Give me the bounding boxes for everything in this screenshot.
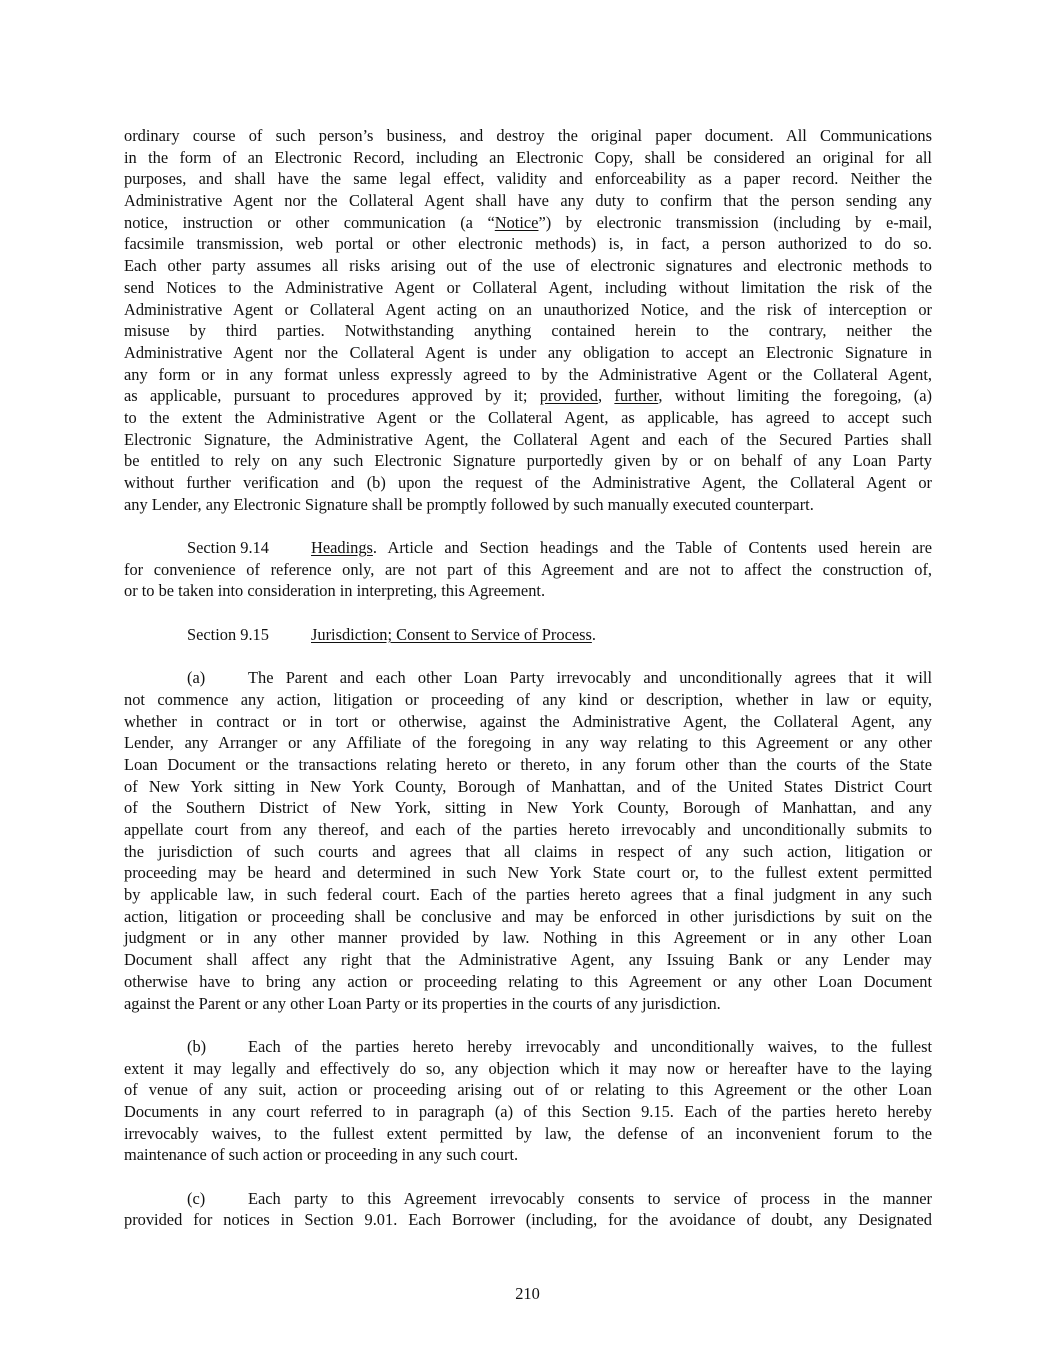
text-line bbox=[124, 1144, 932, 1166]
text-segment: or to be taken into consideration in interpreting, this Agreement. bbox=[124, 581, 546, 601]
text-line bbox=[124, 1036, 932, 1058]
text-segment: Administrative Agent nor the Collateral Agent shall have any duty to confirm that the person sending any bbox=[124, 191, 932, 211]
text-segment: Lender, any Arranger or any Affiliate of the foregoing in any way relating to this Agreement or any other bbox=[124, 733, 932, 753]
text-segment: not commence any action, litigation or proceeding of any kind or description, whether in law or equity, bbox=[124, 689, 932, 709]
text-segment: Each party to this Agreement irrevocably consents to service of process in the manner bbox=[248, 1188, 932, 1208]
text-line bbox=[124, 1188, 932, 1210]
text-line bbox=[124, 776, 932, 798]
text-line bbox=[124, 993, 932, 1015]
text-line bbox=[124, 212, 932, 234]
text-line bbox=[124, 429, 932, 451]
text-line bbox=[124, 190, 932, 212]
text-segment: for convenience of reference only, are not part of this Agreement and are not to affect the construction of, bbox=[124, 559, 932, 579]
text-segment: of venue of any suit, action or proceeding arising out of or relating to this Agreement or the other Loan bbox=[124, 1080, 932, 1100]
text-line bbox=[124, 233, 932, 255]
text-line bbox=[124, 689, 932, 711]
text-segment: be entitled to rely on any such Electronic Signature purportedly given by or on behalf of any Loan Party bbox=[124, 451, 932, 471]
text-line bbox=[124, 277, 932, 299]
text-line bbox=[124, 711, 932, 733]
text-line bbox=[124, 494, 932, 516]
text-line bbox=[124, 1123, 932, 1145]
text-segment: ”) by electronic transmission (including by e-mail, bbox=[538, 212, 932, 232]
text-segment: as applicable, pursuant to procedures approved by it; bbox=[124, 386, 540, 406]
text-segment: against the Parent or any other Loan Party or its properties in the courts of any jurisdiction. bbox=[124, 993, 721, 1013]
text-line bbox=[124, 559, 932, 581]
underlined-term: Jurisdiction; Consent to Service of Process bbox=[311, 624, 592, 644]
text-line bbox=[124, 862, 932, 884]
text-line bbox=[124, 949, 932, 971]
text-segment: notice, instruction or other communication (a “ bbox=[124, 212, 495, 232]
text-segment: maintenance of such action or proceeding in any such court. bbox=[124, 1145, 519, 1165]
text-segment: ordinary course of such person’s business, and destroy the original paper document. All Communications bbox=[124, 126, 932, 145]
underlined-term: Headings bbox=[311, 538, 373, 558]
section-number: Section 9.14 bbox=[187, 538, 269, 558]
text-segment: without further verification and (b) upon the request of the Administrative Agent, the Collateral Agent or bbox=[124, 473, 932, 492]
text-segment: provided for notices in Section 9.01. Each Borrower (including, for the avoidance of doubt, any Designated bbox=[124, 1210, 932, 1230]
text-segment: in the form of an Electronic Record, including an Electronic Copy, shall be considered an original for all bbox=[124, 147, 932, 167]
text-line bbox=[124, 797, 932, 819]
paragraph bbox=[124, 667, 932, 1014]
text-segment: Each of the parties hereto hereby irrevocably and unconditionally waives, to the fullest bbox=[248, 1036, 932, 1056]
text-segment: misuse by third parties. Notwithstanding anything contained herein to the contrary, neither the bbox=[124, 321, 932, 341]
text-segment: Loan Document or the transactions relating hereto or thereto, in any forum other than the courts of the State bbox=[124, 754, 932, 774]
text-segment: any form or in any format unless expressly agreed to by the Administrative Agent or the Collateral Agent, bbox=[124, 364, 932, 384]
text-segment: appellate court from any thereof, and each of the parties hereto irrevocably and unconditionally submits to bbox=[124, 820, 932, 839]
text-segment: . bbox=[591, 624, 596, 644]
text-segment: , without limiting the foregoing, (a) bbox=[658, 386, 932, 406]
clause-label: (a) bbox=[187, 668, 206, 688]
text-line bbox=[124, 732, 932, 754]
paragraph bbox=[124, 1036, 932, 1166]
text-segment: whether in contract or in tort or otherwise, against the Administrative Agent, the Collateral Agent, any bbox=[124, 711, 932, 731]
text-line bbox=[124, 342, 932, 364]
text-segment: of New York sitting in New York County, Borough of Manhattan, and of the United States District Court bbox=[124, 776, 932, 796]
text-line bbox=[124, 385, 932, 407]
text-segment: Documents in any court referred to in paragraph (a) of this Section 9.15. Each of the parties hereto hereby bbox=[124, 1101, 932, 1121]
text-line bbox=[124, 255, 932, 277]
text-line bbox=[124, 884, 932, 906]
text-segment: . Article and Section headings and the Table of Contents used herein are bbox=[372, 538, 932, 558]
paragraph bbox=[124, 125, 932, 515]
paragraph bbox=[124, 624, 932, 646]
text-segment: Administrative Agent or Collateral Agent acting on an unauthorized Notice, and the risk of interception or bbox=[124, 299, 932, 319]
text-line bbox=[124, 537, 932, 559]
text-line bbox=[124, 472, 932, 494]
text-line bbox=[124, 1058, 932, 1080]
text-segment: to the extent the Administrative Agent or the Collateral Agent, as applicable, has agreed to accept such bbox=[124, 407, 932, 427]
document-body bbox=[124, 125, 932, 1253]
text-line bbox=[124, 147, 932, 169]
text-segment: action, litigation or proceeding shall be conclusive and may be enforced in other jurisdictions by suit on the bbox=[124, 906, 932, 926]
text-line bbox=[124, 1209, 932, 1231]
text-segment: the jurisdiction of such courts and agrees that all claims in respect of any such action, litigation or bbox=[124, 841, 932, 861]
text-segment: proceeding may be heard and determined in such New York State court or, to the fullest extent permitted bbox=[124, 863, 932, 883]
text-segment: Electronic Signature, the Administrative Agent, the Collateral Agent and each of the Secured Parties shall bbox=[124, 429, 932, 449]
text-line bbox=[124, 125, 932, 147]
text-line bbox=[124, 450, 932, 472]
paragraph bbox=[124, 1188, 932, 1231]
text-segment: Document shall affect any right that the Administrative Agent, any Issuing Bank or any Lender may bbox=[124, 950, 932, 970]
text-line bbox=[124, 320, 932, 342]
text-segment: of the Southern District of New York, sitting in New York County, Borough of Manhattan, and any bbox=[124, 798, 932, 818]
text-line bbox=[124, 580, 932, 602]
text-segment: irrevocably waives, to the fullest extent permitted by law, the defense of an inconvenient forum to the bbox=[124, 1123, 932, 1143]
text-line bbox=[124, 364, 932, 386]
underlined-term: Notice bbox=[494, 212, 539, 232]
text-segment: purposes, and shall have the same legal effect, validity and enforceability as a paper record. Neither the bbox=[124, 169, 932, 189]
text-segment: Administrative Agent nor the Collateral Agent is under any obligation to accept an Electronic Signature in bbox=[124, 342, 932, 362]
text-segment: any Lender, any Electronic Signature shall be promptly followed by such manually executed counterpart. bbox=[124, 494, 814, 514]
text-line bbox=[124, 906, 932, 928]
page-number: 210 bbox=[515, 1284, 540, 1303]
text-line bbox=[124, 754, 932, 776]
text-segment: judgment or in any other manner provided by law. Nothing in this Agreement or in any other Loan bbox=[124, 928, 932, 948]
text-line bbox=[124, 841, 932, 863]
text-line bbox=[124, 819, 932, 841]
text-line bbox=[124, 927, 932, 949]
text-segment: extent it may legally and effectively do so, any objection which it may now or hereafter have to the laying bbox=[124, 1058, 932, 1078]
clause-label: (b) bbox=[187, 1036, 207, 1056]
text-segment: otherwise have to bring any action or proceeding relating to this Agreement or any other Loan Document bbox=[124, 971, 932, 991]
text-segment: The Parent and each other Loan Party irrevocably and unconditionally agrees that it will bbox=[248, 668, 932, 688]
text-line bbox=[124, 407, 932, 429]
text-segment: facsimile transmission, web portal or other electronic methods) is, in fact, a person authorized to do so. bbox=[124, 234, 932, 254]
text-line bbox=[124, 1079, 932, 1101]
text-segment: send Notices to the Administrative Agent or Collateral Agent, including without limitation the risk of the bbox=[124, 277, 932, 297]
text-segment: Each other party assumes all risks arising out of the use of electronic signatures and electronic methods to bbox=[124, 256, 932, 276]
text-line bbox=[124, 1101, 932, 1123]
text-segment: , bbox=[597, 386, 615, 406]
underlined-term: further bbox=[614, 386, 659, 406]
underlined-term: provided bbox=[539, 386, 598, 406]
text-line bbox=[124, 299, 932, 321]
text-line bbox=[124, 624, 932, 646]
section-number: Section 9.15 bbox=[187, 624, 269, 644]
text-line bbox=[124, 971, 932, 993]
clause-label: (c) bbox=[187, 1188, 206, 1208]
text-line bbox=[124, 667, 932, 689]
paragraph bbox=[124, 537, 932, 602]
text-line bbox=[124, 168, 932, 190]
text-segment: by applicable law, in such federal court. Each of the parties hereto agrees that a final judgment in any such bbox=[124, 885, 932, 905]
